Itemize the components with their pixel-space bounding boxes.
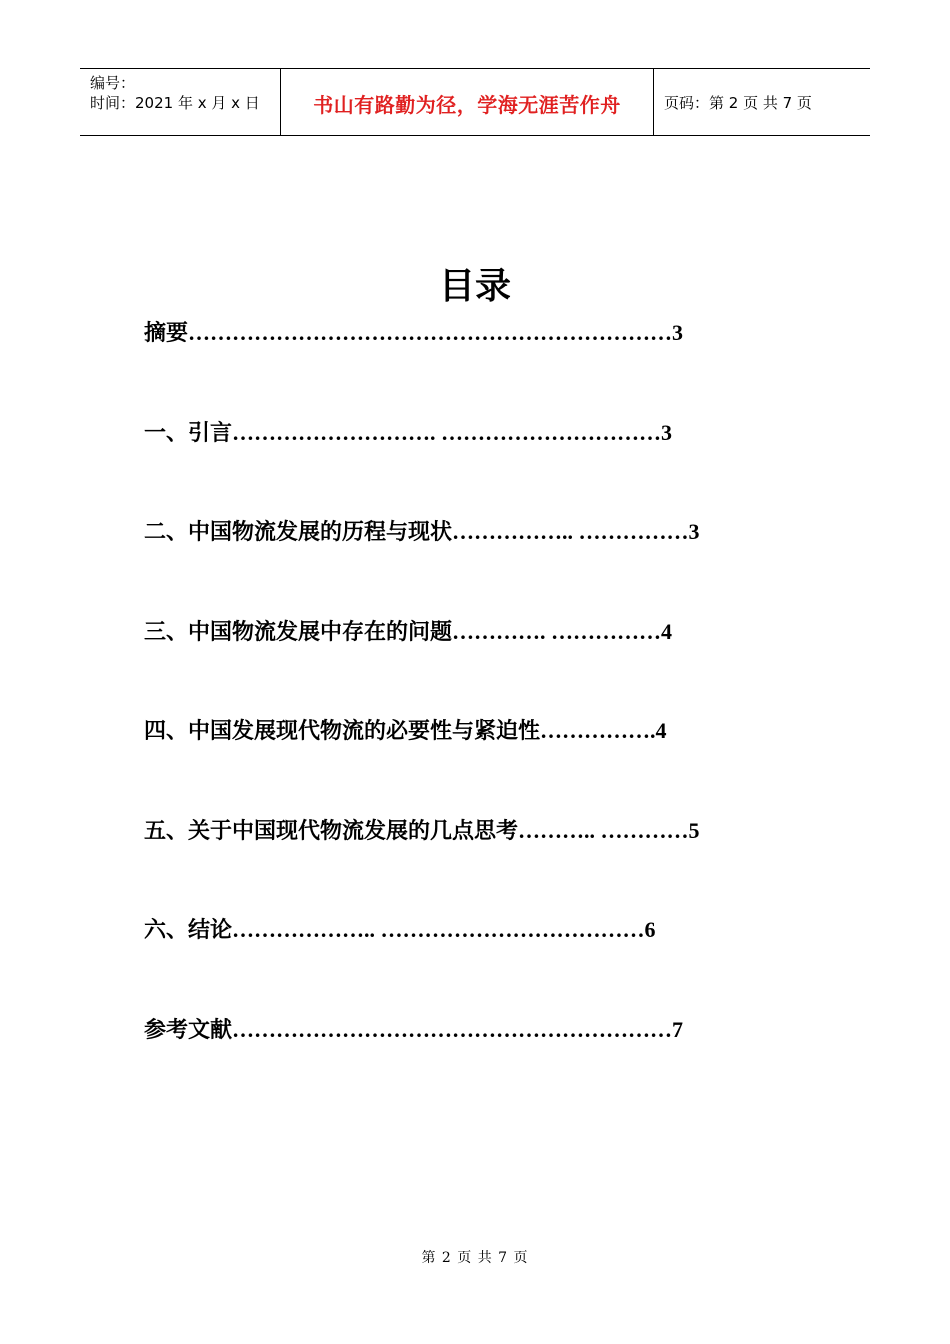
- toc-entry-introduction[interactable]: [144, 413, 764, 513]
- toc-list: [144, 313, 764, 1109]
- toc-leader-dots: …………….. ……………: [452, 519, 689, 544]
- toc-entry-label: 参考文献: [144, 1017, 233, 1043]
- toc-entry-history[interactable]: [144, 512, 764, 612]
- toc-leader-dots: …………. ……………: [452, 618, 662, 644]
- toc-entry-conclusion[interactable]: [144, 910, 764, 1010]
- toc-entry-label: 四、中国发展现代物流的必要性与紧迫性: [144, 719, 541, 744]
- header-meta-cell: [80, 69, 281, 135]
- toc-entry-references[interactable]: [144, 1010, 764, 1110]
- toc-leader-dots: ………………………. …………………………: [232, 419, 662, 445]
- toc-page-number: 6: [644, 917, 656, 942]
- toc-entry-label: 摘要: [144, 321, 189, 346]
- toc-leader-dots: …………………………………………………………: [188, 320, 673, 345]
- header-page-cell: [654, 69, 870, 135]
- toc-leader-dots: ……………………………………………………: [232, 1016, 673, 1042]
- header-motto-cell: [281, 69, 654, 135]
- toc-page-number: 4: [661, 618, 673, 644]
- toc-entry-label: 五、关于中国现代物流发展的几点思考: [144, 818, 519, 844]
- toc-page-number: 3: [672, 320, 684, 345]
- toc-entry-label: 二、中国物流发展的历程与现状: [144, 520, 453, 545]
- header-page-info: 页码：第 2 页 共 7 页: [664, 93, 812, 112]
- toc-leader-dots: …………….: [540, 718, 656, 743]
- toc-leader-dots: ……………….. ………………………………: [232, 917, 645, 942]
- toc-entry-thoughts[interactable]: [144, 811, 764, 911]
- header-number-label: 编号：: [90, 74, 136, 92]
- toc-page-number: 5: [688, 817, 700, 843]
- header-time-label: 时间：2021 年 x 月 x 日: [90, 94, 260, 112]
- toc-leader-dots: ……….. …………: [518, 817, 689, 843]
- toc-title: 目录: [438, 266, 511, 307]
- document-header: [80, 68, 870, 136]
- toc-page-number: 7: [672, 1016, 684, 1042]
- toc-entry-label: 三、中国物流发展中存在的问题: [144, 619, 453, 645]
- toc-page-number: 3: [661, 419, 673, 445]
- toc-page-number: 3: [688, 519, 700, 544]
- toc-entry-abstract[interactable]: [144, 313, 764, 413]
- toc-entry-necessity[interactable]: [144, 711, 764, 811]
- toc-entry-label: 一、引言: [144, 420, 233, 446]
- header-motto: 书山有路勤为径，学海无涯苦作舟: [313, 92, 621, 117]
- page-footer: 第 2 页 共 7 页: [421, 1250, 529, 1266]
- toc-page-number: 4: [655, 718, 667, 743]
- toc-entry-label: 六、结论: [144, 918, 233, 943]
- toc-entry-problems[interactable]: [144, 612, 764, 712]
